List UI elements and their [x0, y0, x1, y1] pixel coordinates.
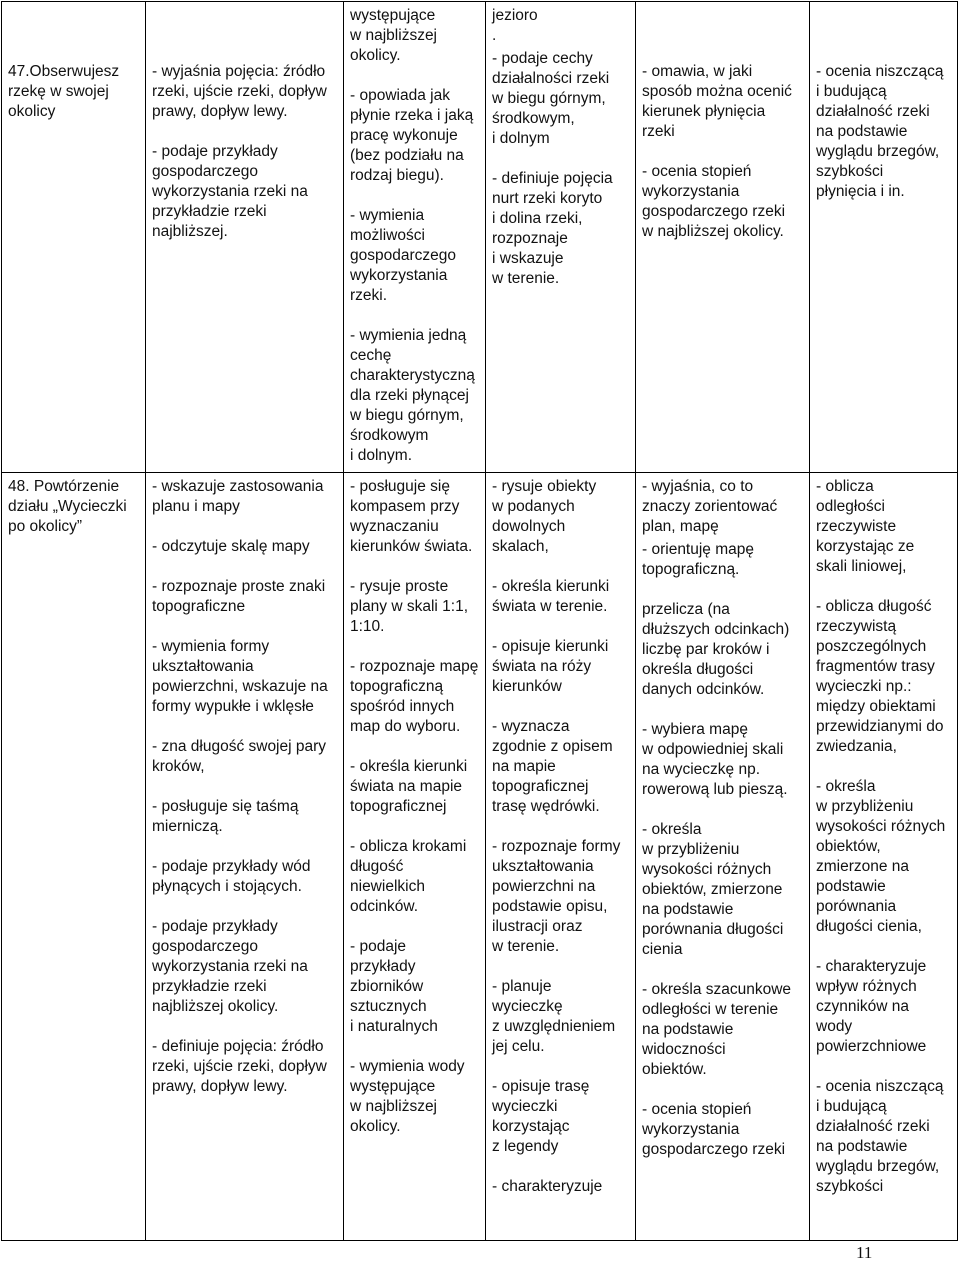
requirement-item: - oblicza odległości rzeczywiste korzystając ze skali liniowej, — [816, 478, 915, 575]
requirement-item: - wymienia możliwości gospodarczego wykorzystania rzeki. — [350, 207, 456, 304]
requirement-item: - charakteryzuje wpływ różnych czynników na wody powierzchniowe — [816, 958, 927, 1055]
lesson-title-cell — [2, 2, 146, 473]
requirement-item: - podaje przykłady zbiorników sztucznych i naturalnych — [350, 938, 438, 1035]
requirement-item: - rozpoznaje proste znaki topograficzne — [152, 578, 326, 615]
requirement-cell-3 — [486, 473, 636, 1241]
requirement-item: - wyznacza zgodnie z opisem na mapie topograficznej trasę wędrówki. — [492, 718, 613, 815]
curriculum-table — [1, 1, 958, 1241]
requirement-item: - wymienia jedną cechę charakterystyczną dla rzeki płynącej w biegu górnym, środkowym i dolnym. — [350, 327, 475, 464]
requirement-item: - oblicza długość rzeczywistą poszczególnych fragmentów trasy wycieczki np.: między obiektami przewidzianymi do zwiedzania, — [816, 598, 944, 755]
requirement-item: - wymienia formy ukształtowania powierzchni, wskazuje na formy wypukłe i wklęsłe — [152, 638, 328, 715]
requirement-cell-1 — [146, 473, 344, 1241]
requirement-cell-5 — [810, 2, 958, 473]
requirement-cell-5 — [810, 473, 958, 1241]
requirement-item: - określa kierunki świata w terenie. — [492, 578, 610, 615]
requirement-cell-1 — [146, 2, 344, 473]
requirement-item: - rozpoznaje formy ukształtowania powierzchni na podstawie opisu, ilustracji oraz w terenie. — [492, 838, 621, 955]
requirement-item: - posługuje się taśmą mierniczą. — [152, 798, 299, 835]
requirement-cell-3 — [486, 2, 636, 473]
table-row — [2, 2, 958, 473]
requirement-item: - omawia, w jaki sposób można ocenić kierunek płynięcia rzeki — [642, 63, 792, 140]
requirement-item: - określa szacunkowe odległości w terenie na podstawie widoczności obiektów. — [642, 981, 792, 1078]
requirement-item: - ocenia stopień wykorzystania gospodarczego rzeki w najbliższej okolicy. — [642, 163, 786, 240]
requirement-item: - rysuje obiekty w podanych dowolnych skalach, — [492, 478, 597, 555]
requirement-item: - rozpoznaje mapę topograficzną spośród innych map do wyboru. — [350, 658, 479, 735]
requirement-item: - wyjaśnia pojęcia: źródło rzeki, ujście rzeki, dopływ prawy, dopływ lewy. — [152, 63, 327, 120]
requirement-item: - podaje przykłady gospodarczego wykorzystania rzeki na przykładzie rzeki najbliższej. — [152, 143, 308, 240]
lesson-title: 47.Obserwujesz rzekę w swojej okolicy — [8, 63, 120, 120]
requirement-item: - opisuje kierunki świata na róży kierunków — [492, 638, 609, 695]
lesson-title: 48. Powtórzenie działu „Wycieczki po okolicy” — [8, 478, 127, 535]
requirement-item: - oblicza krokami długość niewielkich odcinków. — [350, 838, 467, 915]
requirement-cell-4 — [636, 473, 810, 1241]
requirement-item: - ocenia stopień wykorzystania gospodarczego rzeki — [642, 1101, 786, 1158]
requirement-cell-2 — [344, 473, 486, 1241]
requirement-item: - opisuje trasę wycieczki korzystając z legendy — [492, 1078, 590, 1155]
requirement-item: - odczytuje skalę mapy — [152, 538, 310, 555]
requirement-item: - podaje przykłady wód płynących i stojących. — [152, 858, 311, 895]
requirement-item: występujące w najbliższej okolicy. — [350, 7, 438, 64]
requirement-item: - ocenia niszczącą i budującą działalność rzeki na podstawie wyglądu brzegów, szybkości płynięcia i in. — [816, 63, 944, 200]
requirement-cell-4 — [636, 2, 810, 473]
requirement-item: - rysuje proste plany w skali 1:1, 1:10. — [350, 578, 469, 635]
requirement-item: - podaje cechy działalności rzeki w biegu górnym, środkowym, i dolnym — [492, 50, 610, 147]
requirement-item: - podaje przykłady gospodarczego wykorzystania rzeki na przykładzie rzeki najbliższej okolicy. — [152, 918, 308, 1015]
requirement-item: - zna długość swojej pary kroków, — [152, 738, 327, 775]
requirement-item: - planuje wycieczkę z uwzględnieniem jej celu. — [492, 978, 616, 1055]
requirement-item: - posługuje się kompasem przy wyznaczaniu kierunków świata. — [350, 478, 473, 555]
requirement-item: - wymienia wody występujące w najbliższej okolicy. — [350, 1058, 465, 1135]
requirement-item: - ocenia niszczącą i budującą działalność rzeki na podstawie wyglądu brzegów, szybkości — [816, 1078, 944, 1195]
requirement-item: - określa w przybliżeniu wysokości różnych obiektów, zmierzone na podstawie porównania długości cienia — [642, 821, 784, 958]
lesson-title-cell — [2, 473, 146, 1241]
requirement-item: - wybiera mapę w odpowiedniej skali na wycieczkę np. rowerową lub pieszą. — [642, 721, 788, 798]
requirement-item: - określa w przybliżeniu wysokości różnych obiektów, zmierzone na podstawie porównania długości cienia, — [816, 778, 946, 935]
requirement-item: - charakteryzuje — [492, 1178, 603, 1195]
requirement-item: - wyjaśnia, co to znaczy zorientować plan, mapę — [642, 478, 778, 535]
requirement-item: - definiuje pojęcia: źródło rzeki, ujście rzeki, dopływ prawy, dopływ lewy. — [152, 1038, 327, 1095]
requirement-cell-2 — [344, 2, 486, 473]
requirement-item: - określa kierunki świata na mapie topograficznej — [350, 758, 468, 815]
requirement-item: - opowiada jak płynie rzeka i jaką pracę wykonuje (bez podziału na rodzaj biegu). — [350, 87, 474, 184]
requirement-item: przelicza (na dłuższych odcinkach) liczbę par kroków i określa długości danych odcinków. — [642, 601, 790, 698]
table-row — [2, 473, 958, 1241]
requirement-item: - orientuję mapę topograficzną. — [642, 541, 755, 578]
requirement-item: - wskazuje zastosowania planu i mapy — [152, 478, 324, 515]
requirement-item: jezioro . — [492, 7, 538, 44]
page-number: 11 — [856, 1243, 873, 1262]
requirement-item: - definiuje pojęcia nurt rzeki koryto i dolina rzeki, rozpoznaje i wskazuje w terenie. — [492, 170, 613, 287]
